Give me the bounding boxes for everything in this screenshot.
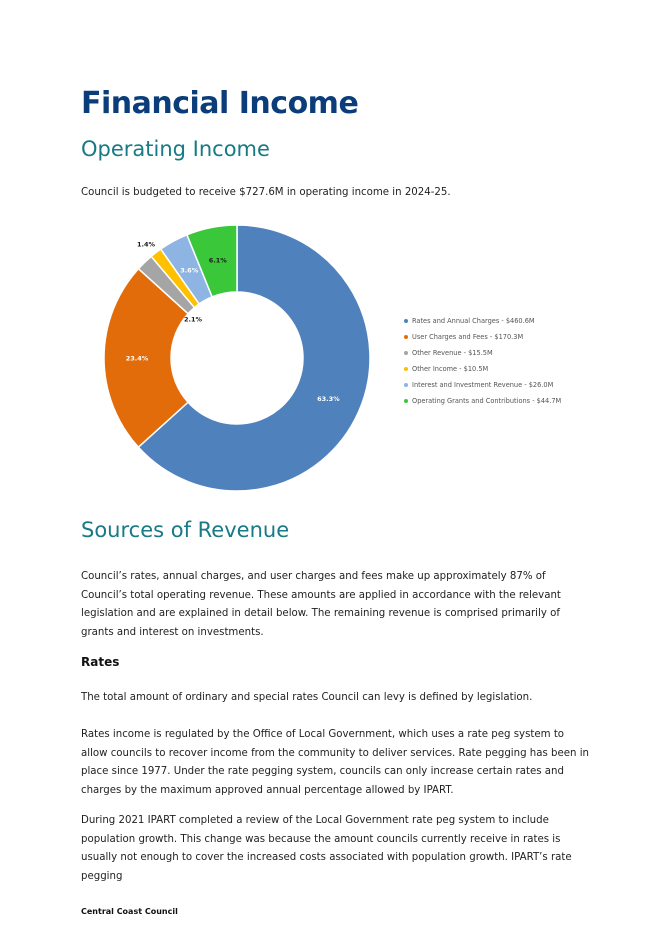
rates-paragraph-2: Rates income is regulated by the Office of Local Government, which uses a rate peg system to allow councils to recover income from the community to deliver services. Rate pegging has been in place since 1977. Under the rate pegging system, councils can only increase certain rates and charges by the maximum approved annual percentage allowed by IPART. (81, 729, 590, 796)
operating-income-heading: Operating Income (81, 137, 270, 161)
rates-heading: Rates (81, 655, 120, 669)
operating-income-intro: Council is budgeted to receive $727.6M in operating income in 2024-25. (81, 187, 451, 198)
sources-of-revenue-heading: Sources of Revenue (81, 518, 290, 542)
legend-item-3 (404, 345, 561, 361)
donut-slice-label-4: 1.4% (136, 240, 156, 249)
donut-slice-label-5: 3.6% (180, 266, 199, 275)
rates-paragraph-1: The total amount of ordinary and special rates Council can levy is defined by legislation. (81, 692, 533, 703)
donut-slice-label-6: 6.1% (208, 256, 227, 265)
legend-marker-5 (404, 383, 408, 387)
legend-label-6: Operating Grants and Contributions - $44.7M (412, 397, 562, 405)
footer-organisation: Central Coast Council (81, 907, 178, 916)
legend-item-2 (404, 329, 561, 345)
legend-item-5 (404, 377, 561, 393)
rates-paragraph-3: During 2021 IPART completed a review of the Local Government rate peg system to include population growth. This change was because the amount councils currently receive in rates is usually not enough to cover the increased costs associated with population growth. IPART’s rate pegging (81, 815, 572, 882)
page-title: Financial Income (81, 86, 359, 121)
legend-label-2: User Charges and Fees - $170.3M (412, 333, 524, 341)
legend-marker-4 (404, 367, 408, 371)
chart-legend (404, 313, 561, 409)
donut-slice-label-2: 23.4% (125, 354, 149, 363)
legend-marker-6 (404, 399, 408, 403)
legend-item-4 (404, 361, 561, 377)
legend-marker-2 (404, 335, 408, 339)
legend-label-5: Interest and Investment Revenue - $26.0M (412, 381, 554, 389)
legend-label-3: Other Revenue - $15.5M (412, 349, 493, 357)
legend-label-1: Rates and Annual Charges - $460.6M (412, 317, 535, 325)
legend-marker-1 (404, 319, 408, 323)
legend-item-6 (404, 393, 561, 409)
legend-marker-3 (404, 351, 408, 355)
donut-slice-label-1: 63.3% (317, 395, 340, 404)
legend-item-1 (404, 313, 561, 329)
donut-slice-label-3: 2.1% (183, 315, 203, 324)
legend-label-4: Other Income - $10.5M (412, 365, 489, 373)
sources-of-revenue-text: Council’s rates, annual charges, and user charges and fees make up approximately 87% of Council’s total operating revenue. These amounts are applied in accordance with the relevant legislation and are explained in detail below. The remaining revenue is comprised primarily of grants and interest on investments. (81, 571, 561, 638)
